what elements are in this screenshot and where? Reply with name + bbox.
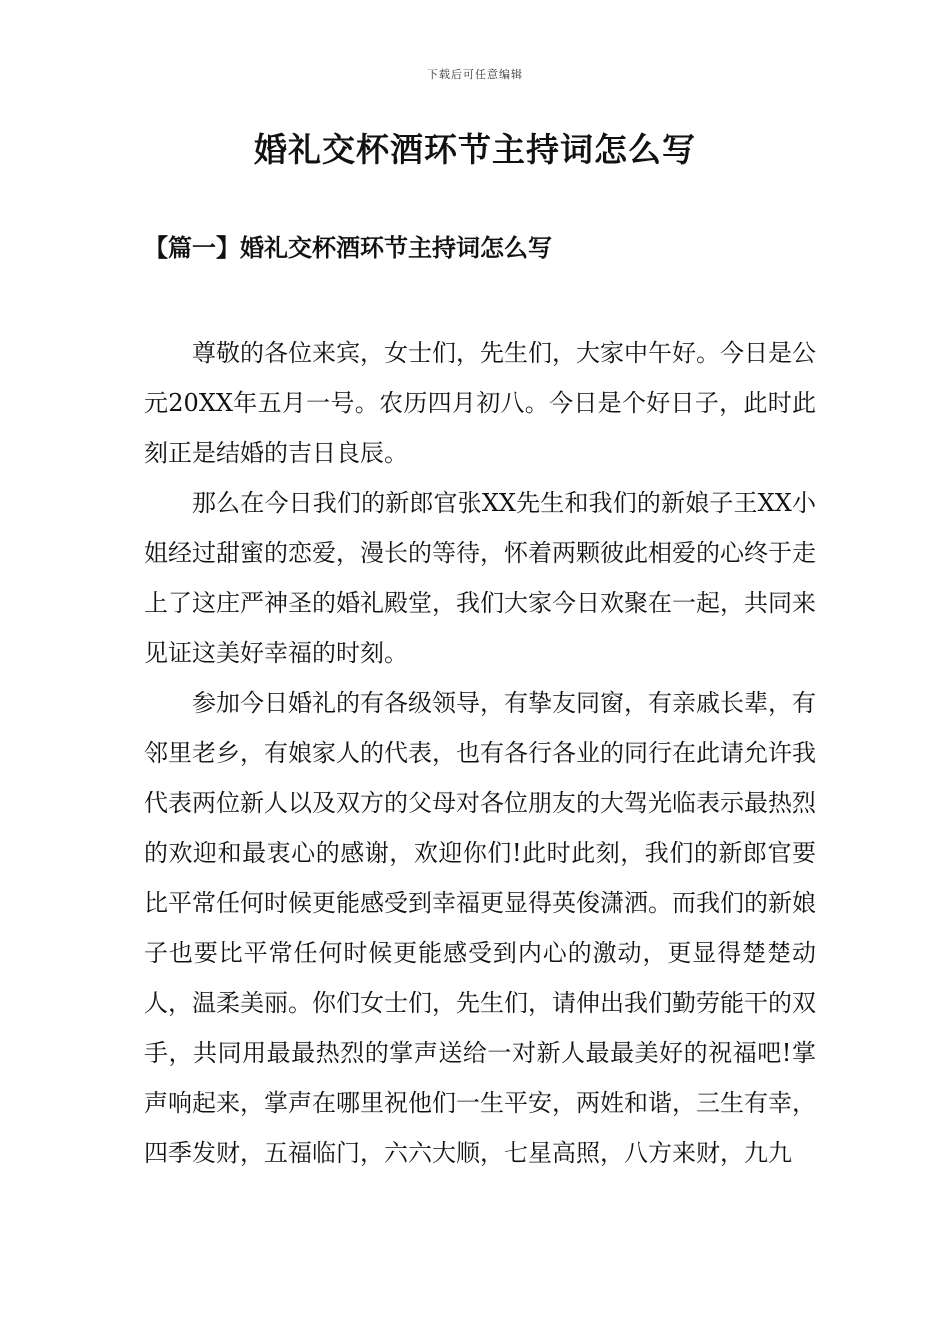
document-title: 婚礼交杯酒环节主持词怎么写 xyxy=(254,130,696,169)
header-note: 下载后可任意编辑 xyxy=(427,68,523,81)
paragraph-2: 那么在今日我们的新郎官张XX先生和我们的新娘子王XX小姐经过甜蜜的恋爱，漫长的等待，怀着两颗彼此相爱的心终于走上了这庄严神圣的婚礼殿堂，我们大家今日欢聚在一起，共同来见证这美好幸福的时刻。 xyxy=(144,489,816,667)
paragraph-3: 参加今日婚礼的有各级领导，有挚友同窗，有亲戚长辈，有邻里老乡，有娘家人的代表，也有各行各业的同行在此请允许我代表两位新人以及双方的父母对各位朋友的大驾光临表示最热烈的欢迎和最衷心的感谢，欢迎你们!此时此刻，我们的新郎官要比平常任何时候更能感受到幸福更显得英俊潇洒。而我们的新娘子也要比平常任何时候更能感受到内心的激动，更显得楚楚动人，温柔美丽。你们女士们，先生们，请伸出我们勤劳能干的双手，共同用最最热烈的掌声送给一对新人最最美好的祝福吧!掌声响起来，掌声在哪里祝他们一生平安，两姓和谐，三生有幸，四季发财，五福临门，六六大顺，七星高照，八方来财，九九 xyxy=(144,689,816,1167)
section-heading: 【篇一】婚礼交杯酒环节主持词怎么写 xyxy=(144,233,552,262)
body-text xyxy=(144,328,816,1178)
paragraph-1: 尊敬的各位来宾，女士们，先生们，大家中午好。今日是公元20XX年五月一号。农历四月初八。今日是个好日子，此时此刻正是结婚的吉日良辰。 xyxy=(144,339,816,467)
